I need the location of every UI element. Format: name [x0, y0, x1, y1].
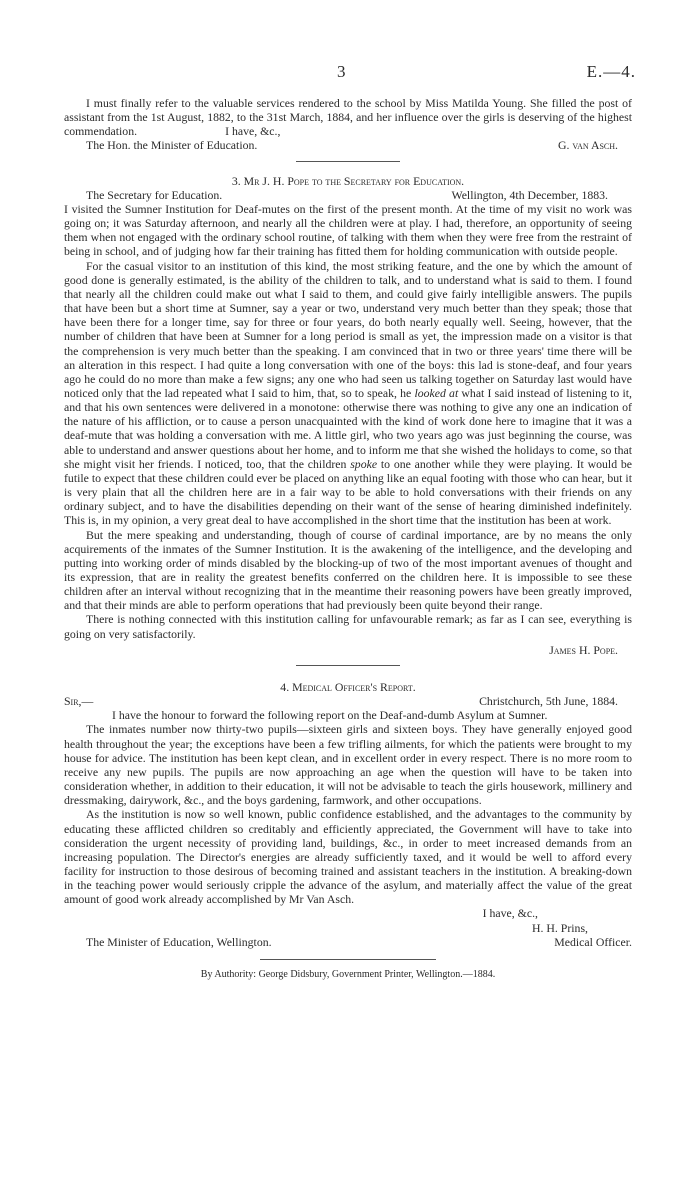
page-body — [64, 96, 632, 981]
section-divider — [296, 665, 400, 666]
pope-place-date: Wellington, 4th December, 1883. — [451, 187, 608, 202]
page-number: 3 — [337, 62, 346, 81]
young-addressee: The Hon. the Minister of Education. — [86, 138, 258, 153]
medical-paragraph-3: As the institution is now so well known, public confidence established, and the advantages to the community by educating these afflicted children so creditably and efficiently appreciated, the Government will have to take into consideration the urgent necessity of providing land, buildings, &c., in order to meet increased demands from an increasing population. The Director's energies are already sufficiently taxed, and it would be well to afford every facility for instruction to those desirous of becoming trained and assistant teachers in the institution. A breaking-down in the teaching power would seriously cripple the advance of the asylum, and materially affect the value of the great amount of good work already accomplished by Mr Van Asch. — [64, 807, 632, 907]
medical-addressee: The Minister of Education, Wellington. — [86, 934, 272, 949]
italic-looked-at: looked at — [414, 385, 459, 400]
section-young — [64, 96, 632, 153]
medical-paragraph-1: I have the honour to forward the following report on the Deaf-and-dumb Asylum at Sumner. — [112, 708, 548, 723]
medical-place-date: Christchurch, 5th June, 1884. — [479, 694, 618, 709]
medical-closing: I have, &c., — [482, 906, 538, 921]
medical-salutation: Sir,— — [64, 694, 94, 709]
pope-heading: 3. Mr J. H. Pope to the Secretary for Education. — [231, 173, 465, 188]
pope-paragraph-4: There is nothing connected with this institution calling for unfavourable remark; as far as I can see, everything is going on very satisfactorily. — [64, 612, 632, 641]
section-divider — [296, 161, 400, 162]
footer-divider — [260, 959, 436, 960]
document-reference: E.—4. — [586, 62, 636, 81]
section-medical — [64, 680, 632, 949]
italic-spoke: spoke — [350, 456, 378, 471]
medical-signatory: H. H. Prins, — [531, 920, 588, 935]
pope-paragraph-1: I visited the Sumner Institution for Deaf-mutes on the first of the present month. At the time of my visit no work was going on; it was Saturday afternoon, and nearly all the children were at play. I had, therefore, an opportunity of seeing them when not engaged with the ordinary school routine, of talking with them when they were free from the restraint of being in school, and of judging how far their training has fitted them for holding communication with outside people. — [64, 201, 632, 259]
pope-signature: James H. Pope. — [549, 642, 618, 657]
pope-address-line — [64, 188, 632, 202]
young-closing: I have, &c., — [225, 124, 281, 139]
young-signoff — [64, 138, 632, 152]
medical-heading: 4. Medical Officer's Report. — [280, 679, 416, 694]
section-pope — [64, 174, 632, 657]
medical-salutation-line — [64, 694, 632, 708]
medical-paragraph-2: The inmates number now thirty-two pupils—sixteen girls and sixteen boys. They have generally enjoyed good health throughout the year; the exceptions have been a few trifling ailments, for which the patients were brought to my house for advice. The institution has been kept clean, and in excellent order in every respect. There is no more room to receive any new pupils. The pupils are now approaching an age when the question will have to be taken into consideration whether, in addition to their education, it will not be advisable to teach the girls housework, millinery and dressmaking, dairywork, &c., and the boys gardening, farmwork, and other occupations. — [64, 722, 632, 808]
printer-imprint: By Authority: George Didsbury, Government Printer, Wellington.—1884. — [200, 968, 496, 980]
pope-paragraph-3: But the mere speaking and understanding, though of course of cardinal importance, are by no means the only acquirements of the inmates of the Sumner Institution. It is the awakening of the intelligence, and the developing and putting into working order of minds disabled by the blocking-up of two of the most important avenues of thought and its expression, that are in reality the greatest benefits conferred on the children here. It is impossible to see these children after an interval without recognizing that in the meantime their reasoning powers have been greatly improved, and that their minds are able to perform operations that had previously been quite beyond their range. — [64, 527, 632, 613]
young-paragraph: I must finally refer to the valuable services rendered to the school by Miss Matilda Young. She filled the post of assistant from the 1st August, 1882, to the 31st March, 1884, and her influence over the girls is deserving of the highest commendation. I have, &c., — [64, 96, 632, 139]
young-signature: G. van Asch. — [557, 138, 618, 153]
pope-paragraph-2: For the casual visitor to an institution of this kind, the most striking feature, and the one by which the amount of good done is generally estimated, is the ability of the children to talk, and to understand what is said to them. I found that nearly all the children could make out what I said to them, and could give fairly intelligible answers. The pupils that have been but a short time at Sumner, say a year or two, understand very much better than they speak; those that have been there for a longer time, say for three or four years, do both nearly equally well. Seeing, however, that the number of children that have been at Sumner for a long period is small as yet, the impression made on a visitor is that the comprehension is very much better than the speaking. I am convinced that in two or three years' time there will be an alteration in this respect. I had quite a long conversation with one of the boys: this lad is stone-deaf, and four years ago he could do no more than make a few signs; any one who had seen us talking together on Saturday last would have noticed only that the lad repeated what I said to him, that, so to speak, he looked at what I said instead of listening to it, and that his own sentences were delivered in a monotone: otherwise there was nothing to give any one an indication of the nature of his affliction, or to cause a person unacquainted with the kind of work done here to imagine that it was a deaf-mute that was holding a conversation with me. A little girl, who two years ago was just beginning the course, was able to understand and answer questions about her home, and to inform me that she wished the holidays to come, so that she might visit her friends. I noticed, too, that the children spoke to one another while they were playing. It would be futile to expect that these children could ever be placed on anything like an equal footing with those who can hear, but it is very plain that all the children here are in a fair way to be able to hold conversations with their friends on any ordinary subject, and to have the disabilities depending on their want of the sense of hearing diminished indefinitely. This is, in my opinion, a very great deal to have accomplished in the short time that the institution has been at work. — [64, 258, 633, 528]
medical-title: Medical Officer. — [554, 934, 632, 949]
pope-addressee: The Secretary for Education. — [86, 187, 223, 202]
medical-signoff — [64, 935, 632, 949]
page-header — [0, 62, 700, 82]
